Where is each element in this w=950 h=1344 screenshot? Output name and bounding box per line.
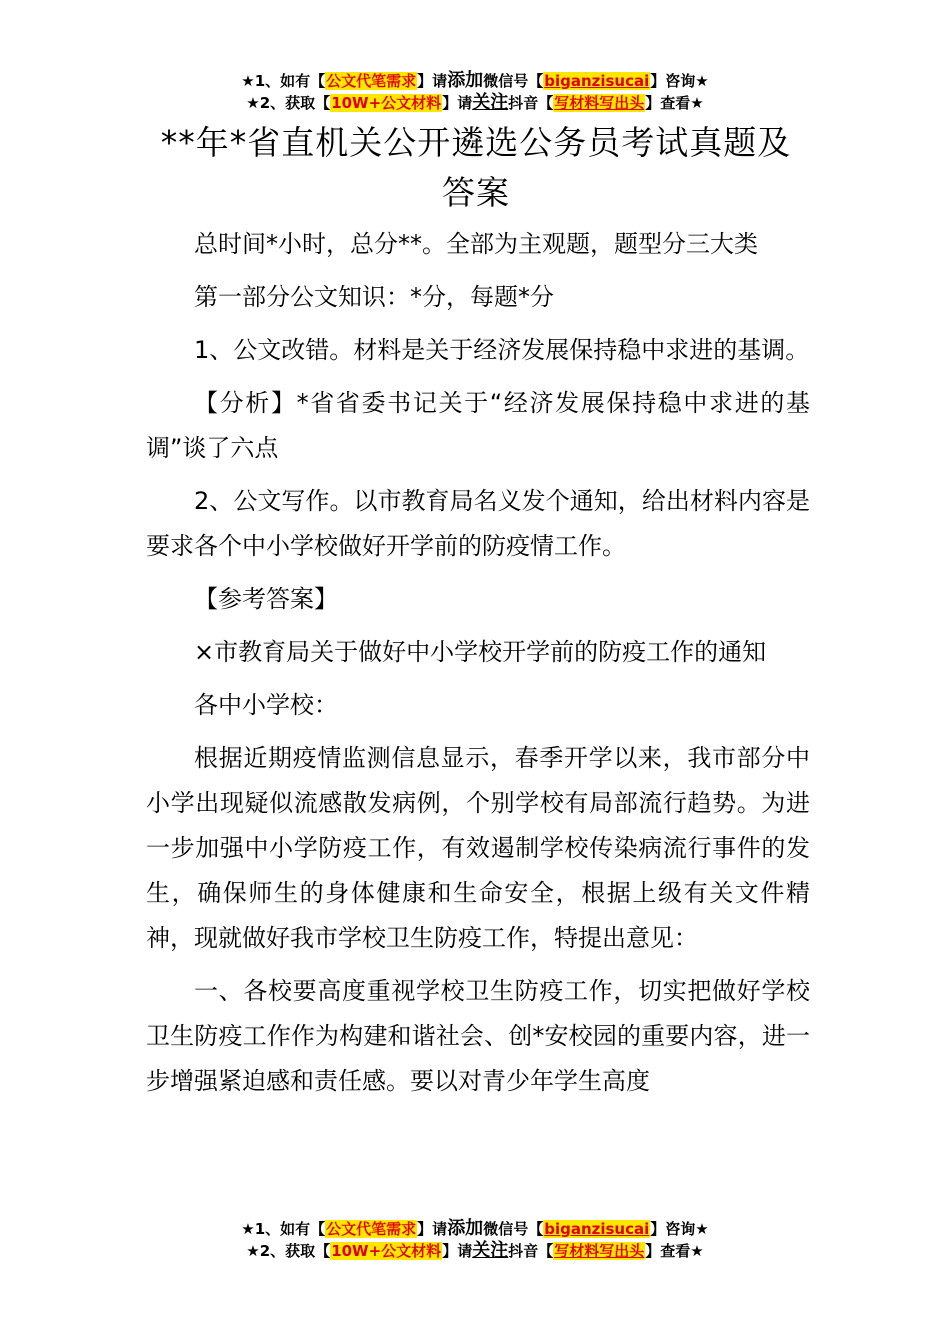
banner-emphasis: 添加 [447, 70, 484, 91]
paragraph: 各中小学校： [194, 691, 338, 719]
banner-wechat-id: biganzisucai [544, 1220, 650, 1238]
paragraph: 【参考答案】 [194, 585, 338, 613]
paragraph: ×市教育局关于做好中小学校开学前的防疫工作的通知 [194, 638, 767, 666]
banner-text: 】咨询★ [650, 1220, 709, 1238]
banner-text: 抖音【 [508, 1242, 554, 1260]
banner-text: ★1、如有【 [241, 72, 326, 90]
banner-text: 微信号【 [483, 1220, 544, 1238]
banner-emphasis: 添加 [447, 1218, 484, 1239]
banner-wechat-id: biganzisucai [544, 72, 650, 90]
banner-text: 】请 [417, 72, 448, 90]
top-banner [0, 70, 950, 114]
banner-text: 】请 [442, 1242, 473, 1260]
banner-text: 】咨询★ [650, 72, 709, 90]
paragraph: 2、公文写作。以市教育局名义发个通知，给出材料内容是要求各个中小学校做好开学前的防疫情工作。 [146, 487, 810, 560]
banner-emphasis: 关注 [472, 92, 509, 113]
bottom-banner [0, 1218, 950, 1262]
paragraph: 【分析】*省省委书记关于“经济发展保持稳中求进的基调”谈了六点 [146, 389, 810, 462]
paragraph: 一、各校要高度重视学校卫生防疫工作，切实把做好学校卫生防疫工作作为构建和谐社会、创*安校园的重要内容，进一步增强紧迫感和责任感。要以对青少年学生高度 [146, 977, 810, 1095]
banner-text: 微信号【 [483, 72, 544, 90]
document-title: **年*省直机关公开遴选公务员考试真题及答案 [160, 123, 792, 212]
banner-text: 】查看★ [645, 1242, 704, 1260]
paragraph: 第一部分公文知识：*分，每题*分 [194, 283, 554, 311]
banner-highlight-service: 公文代笔需求 [326, 72, 417, 90]
banner-highlight-materials: 10W+公文材料 [331, 1242, 442, 1260]
banner-text: 抖音【 [508, 94, 554, 112]
paragraph: 1、公文改错。材料是关于经济发展保持稳中求进的基调。 [194, 336, 810, 364]
banner-text: 】查看★ [645, 94, 704, 112]
banner-line-1 [0, 1218, 950, 1240]
banner-text: ★2、获取【 [246, 94, 331, 112]
banner-text: ★1、如有【 [241, 1220, 326, 1238]
banner-line-1 [0, 70, 950, 92]
banner-highlight-materials: 10W+公文材料 [331, 94, 442, 112]
paragraph: 根据近期疫情监测信息显示，春季开学以来，我市部分中小学出现疑似流感散发病例，个别学校有局部流行趋势。为进一步加强中小学防疫工作，有效遏制学校传染病流行事件的发生，确保师生的身体健康和生命安全，根据上级有关文件精神，现就做好我市学校卫生防疫工作，特提出意见： [146, 744, 810, 952]
banner-line-2 [0, 1240, 950, 1262]
banner-text: 】请 [442, 94, 473, 112]
banner-douyin-id: 写材料写出头 [554, 1242, 645, 1260]
banner-line-2 [0, 92, 950, 114]
document-body [146, 222, 810, 1112]
banner-emphasis: 关注 [472, 1240, 509, 1261]
banner-highlight-service: 公文代笔需求 [326, 1220, 417, 1238]
banner-text: 】请 [417, 1220, 448, 1238]
banner-douyin-id: 写材料写出头 [554, 94, 645, 112]
paragraph: 总时间*小时，总分**。全部为主观题，题型分三大类 [194, 230, 758, 258]
banner-text: ★2、获取【 [246, 1242, 331, 1260]
